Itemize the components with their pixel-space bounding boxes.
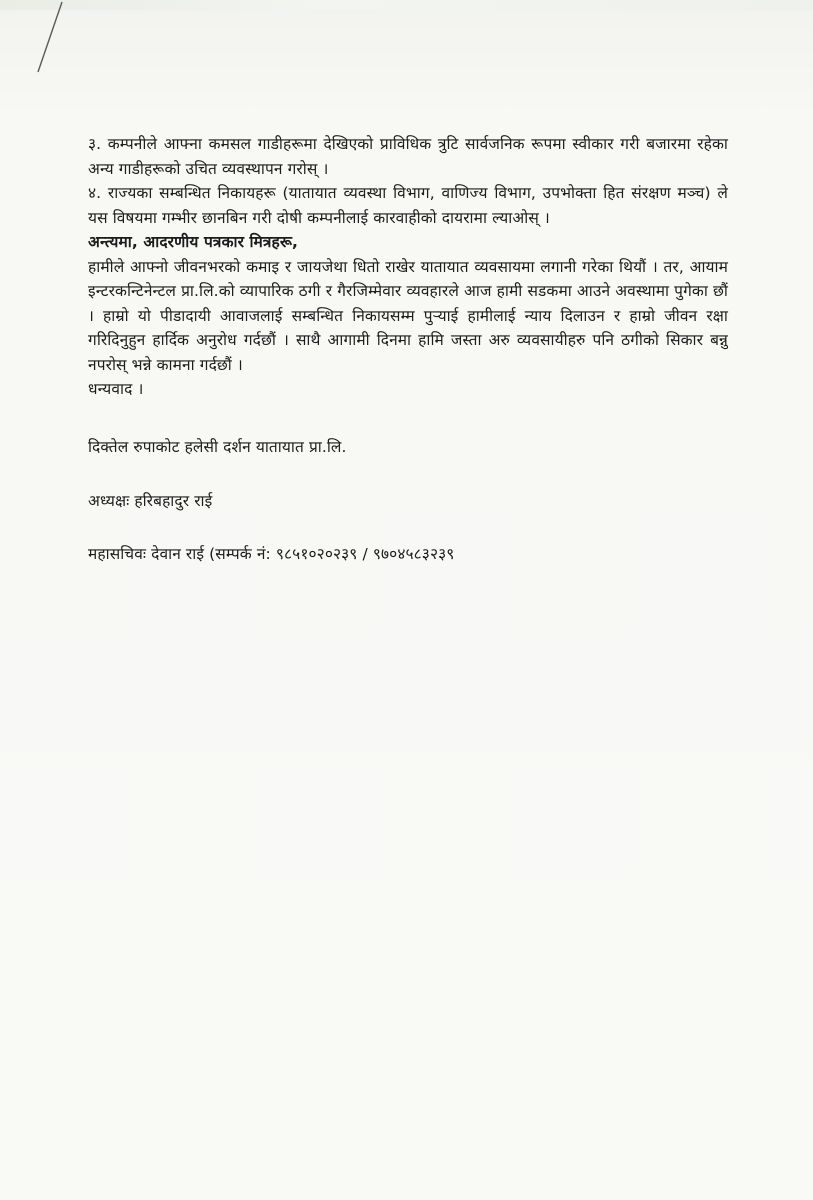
thanks-line: धन्यवाद । xyxy=(88,380,144,398)
paper-fold-line xyxy=(0,0,813,90)
greeting: अन्त्यमा, आदरणीय पत्रकार मित्रहरू, xyxy=(88,233,299,251)
letter-body xyxy=(88,132,728,566)
point-3: ३. कम्पनीले आफ्ना कमसल गाडीहरूमा देखिएको प्राविधिक त्रुटि सार्वजनिक रूपमा स्वीकार गरी बजारमा रहेका अन्य गाडीहरूको उचित व्यवस्थापन गरोस् । xyxy=(88,135,728,178)
closing-paragraph: हामीले आफ्नो जीवनभरको कमाइ र जायजेथा धितो राखेर यातायात व्यवसायमा लगानी गरेका थियौं । तर, आयाम इन्टरकन्टिनेन्टल प्रा.लि.को व्यापारिक ठगी र गैरजिम्मेवार व्यवहारले आज हामी सडकमा आउने अवस्थामा पुगेका छौं । हाम्रो यो पीडादायी आवाजलाई सम्बन्धित निकायसम्म पुऱ्याई हामीलाई न्याय दिलाउन र हाम्रो जीवन रक्षा गरिदिनुहुन हार्दिक अनुरोध गर्दछौं । साथै आगामी दिनमा हामि जस्ता अरु व्यवसायीहरु पनि ठगीको सिकार बन्नु नपरोस् भन्ने कामना गर्दछौं । xyxy=(88,257,728,374)
scan-top-edge xyxy=(0,0,813,10)
chairperson-line: अध्यक्षः हरिबहादुर राई xyxy=(88,492,213,510)
point-4: ४. राज्यका सम्बन्धित निकायहरू (यातायात व्यवस्था विभाग, वाणिज्य विभाग, उपभोक्ता हित संरक्षण मञ्च) ले यस विषयमा गम्भीर छानबिन गरी दोषी कम्पनीलाई कारवाहीको दायरामा ल्याओस् । xyxy=(88,184,728,227)
general-secretary-line: महासचिवः देवान राई (सम्पर्क नं: ९८५१०२०२३९ / ९७०४५८३२३९ xyxy=(88,544,455,563)
organization-name: दिक्तेल रुपाकोट हलेसी दर्शन यातायात प्रा.लि. xyxy=(88,437,347,456)
